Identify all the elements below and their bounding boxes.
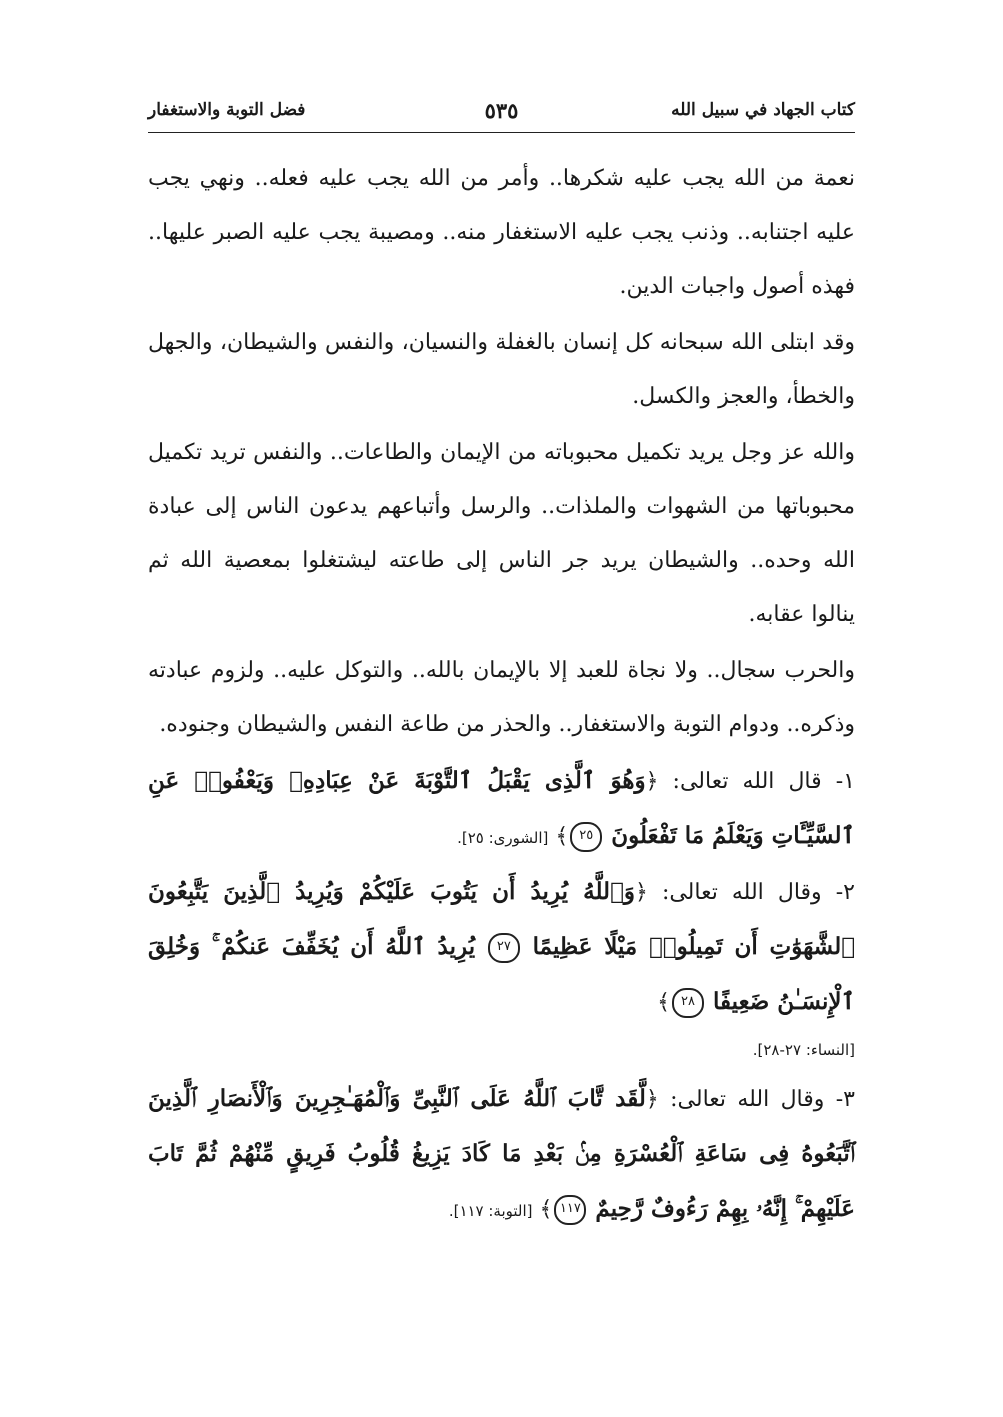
item-number: ٢-: [835, 880, 855, 905]
page-header: [148, 100, 855, 128]
list-item-2: [148, 865, 855, 1030]
verse-open-bracket: ﴿: [634, 880, 648, 905]
item-intro: وقال الله تعالى:: [670, 1087, 825, 1112]
verse-close-bracket: ﴾: [539, 1197, 553, 1222]
verse-reference: [التوبة: ١١٧].: [448, 1202, 533, 1220]
quran-verse: وَهُوَ ٱلَّذِى يَقْبَلُ ٱلتَّوْبَةَ عَنْ عِبَادِهِۦ وَيَعْفُوا۟ عَنِ ٱلسَّيِّـَٔاتِ وَيَعْلَمُ مَا تَفْعَلُونَ: [148, 767, 855, 849]
list-item-1: [148, 754, 855, 865]
ayah-number-marker: ١١٧: [554, 1195, 586, 1225]
quran-verse: لَّقَد تَّابَ ٱللَّهُ عَلَى ٱلنَّبِىِّ وَٱلْمُهَـٰجِرِينَ وَٱلْأَنصَارِ ٱلَّذِينَ ٱتَّبَعُوهُ فِى سَاعَةِ ٱلْعُسْرَةِ مِنۢ بَعْدِ مَا كَادَ يَزِيغُ قُلُوبُ فَرِيقٍ مِّنْهُمْ ثُمَّ تَابَ عَلَيْهِمْ ۚ إِنَّهُۥ بِهِمْ رَءُوفٌ رَّحِيمٌ: [148, 1085, 855, 1222]
ayah-number-marker: ٢٥: [570, 822, 602, 852]
quran-verse: يُرِيدُ ٱللَّهُ أَن يُخَفِّفَ عَنكُمْ ۚ وَخُلِقَ ٱلْإِنسَـٰنُ ضَعِيفًا: [148, 933, 855, 1015]
verse-open-bracket: ﴿: [645, 1087, 659, 1112]
paragraph: وقد ابتلى الله سبحانه كل إنسان بالغفلة والنسيان، والنفس والشيطان، والجهل والخطأ، والعجز والكسل.: [148, 330, 855, 409]
list-item-3: [148, 1072, 855, 1238]
verse-close-bracket: ﴾: [657, 990, 671, 1015]
verse-reference: [النساء: ٢٧-٢٨].: [752, 1041, 855, 1059]
ayah-number-marker: ٢٨: [672, 988, 704, 1018]
item-number: ١-: [835, 769, 855, 794]
book-title: كتاب الجهاد في سبيل الله: [671, 100, 855, 120]
page-number: ٥٣٥: [484, 98, 519, 123]
verse-open-bracket: ﴿: [645, 769, 659, 794]
item-intro: وقال الله تعالى:: [661, 880, 822, 905]
item-intro: قال الله تعالى:: [672, 769, 822, 794]
quran-verse: وَٱللَّهُ يُرِيدُ أَن يَتُوبَ عَلَيْكُمْ وَيُرِيدُ ٱلَّذِينَ يَتَّبِعُونَ ٱلشَّهَوَٰتِ أَن تَمِيلُوا۟ مَيْلًا عَظِيمًا: [148, 878, 856, 960]
verse-close-bracket: ﴾: [555, 824, 569, 849]
paragraph: والله عز وجل يريد تكميل محبوباته من الإيمان والطاعات.. والنفس تريد تكميل محبوباتها من الشهوات والملذات.. والرسل وأتباعهم يدعون الناس إلى عبادة الله وحده.. والشيطان يريد جر الناس إلى طاعته ليشتغلوا بمعصية الله ثم ينالوا عقابه.: [148, 440, 855, 627]
chapter-title: فضل التوبة والاستغفار: [148, 100, 306, 120]
paragraph: والحرب سجال.. ولا نجاة للعبد إلا بالإيمان بالله.. والتوكل عليه.. ولزوم عبادته وذكره.. ودوام التوبة والاستغفار.. والحذر من طاعة النفس والشيطان وجنوده.: [148, 658, 855, 737]
item-number: ٣-: [835, 1087, 855, 1112]
ayah-number-marker: ٢٧: [488, 933, 520, 963]
page-body: [148, 152, 855, 1238]
verse-reference: [الشورى: ٢٥].: [457, 829, 549, 847]
header-divider: [148, 132, 855, 133]
paragraph: نعمة من الله يجب عليه شكرها.. وأمر من الله يجب عليه فعله.. ونهي يجب عليه اجتنابه.. وذنب يجب عليه الاستغفار منه.. ومصيبة يجب عليه الصبر عليها.. فهذه أصول واجبات الدين.: [148, 166, 855, 299]
